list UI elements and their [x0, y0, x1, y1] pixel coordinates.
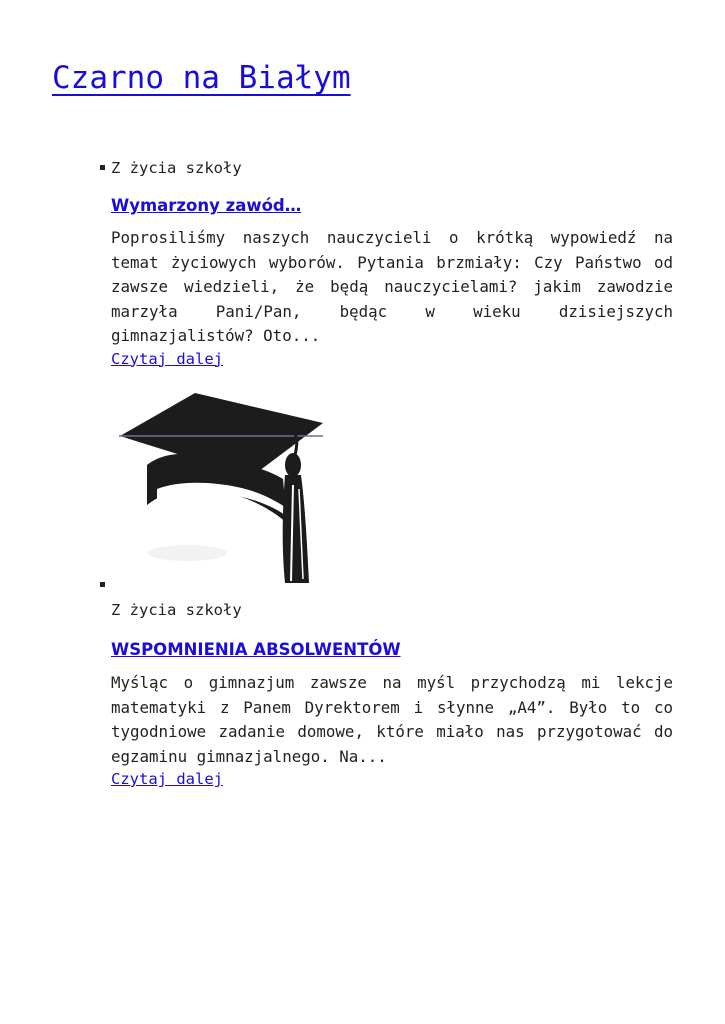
post-title-link[interactable]: WSPOMNIENIA ABSOLWENTÓW — [111, 640, 401, 659]
square-bullet-icon — [100, 582, 105, 587]
read-more-link[interactable]: Czytaj dalej — [111, 349, 223, 368]
post-card — [111, 600, 673, 790]
graduation-cap-icon[interactable] — [117, 393, 327, 585]
square-bullet-icon — [100, 165, 105, 170]
tassel-knot — [285, 453, 301, 477]
post-title-link[interactable]: Wymarzony zawód… — [111, 196, 302, 215]
site-title[interactable]: Czarno na Białym — [52, 60, 351, 96]
post-excerpt: Poprosiliśmy naszych nauczycieli o krótką wypowiedź na temat życiowych wyborów. Pytania brzmiały: Czy Państwo od zawsze wiedzieli, że będą nauczycielami? jakim zawodzie marzyła Pani/Pan, będąc w wieku dzisiejszych gimnazjalistów? Oto... — [111, 228, 673, 345]
read-more-link[interactable]: Czytaj dalej — [111, 770, 223, 788]
post-excerpt: Myśląc o gimnazjum zawsze na myśl przychodzą mi lekcje matematyki z Panem Dyrektorem i słynne „A4”. Było to co tygodniowe zadanie domowe, które miało nas przygotować do egzaminu gimnazjalnego. Na... — [111, 673, 673, 766]
tassel-strands — [283, 475, 309, 583]
post-card — [111, 158, 673, 370]
cap-shadow — [147, 545, 227, 561]
post-category[interactable]: Z życia szkoły — [111, 601, 242, 619]
post-category[interactable]: Z życia szkoły — [111, 159, 242, 177]
